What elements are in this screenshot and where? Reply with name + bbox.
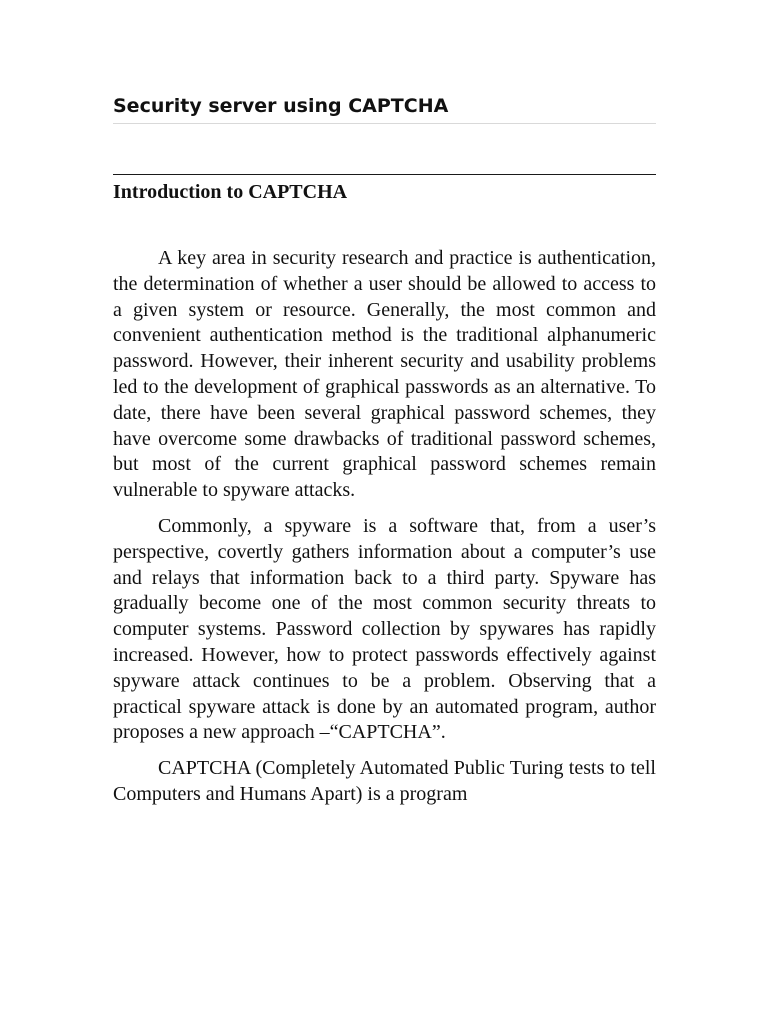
section-heading: Introduction to CAPTCHA: [113, 181, 348, 203]
document-title: Security server using CAPTCHA: [113, 95, 449, 117]
title-divider: [113, 123, 656, 124]
section-divider: [113, 174, 656, 175]
body-text: [113, 246, 656, 818]
paragraph: CAPTCHA (Completely Automated Public Turing tests to tell Computers and Humans Apart) is a program: [113, 757, 656, 805]
paragraph: A key area in security research and practice is authentication, the determination of whether a user should be allowed to access to a given system or resource. Generally, the most common and convenient authentication method is the traditional alphanumeric password. However, their inherent security and usability problems led to the development of graphical passwords as an alternative. To date, there have been several graphical password schemes, they have overcome some drawbacks of traditional password schemes, but most of the current graphical password schemes remain vulnerable to spyware attacks.: [113, 247, 656, 502]
paragraph: Commonly, a spyware is a software that, from a user’s perspective, covertly gathers information about a computer’s use and relays that information back to a third party. Spyware has gradually become one of the most common security threats to computer systems. Password collection by spywares has rapidly increased. However, how to protect passwords effectively against spyware attack continues to be a problem. Observing that a practical spyware attack is done by an automated program, author proposes a new approach –“CAPTCHA”.: [113, 514, 656, 744]
